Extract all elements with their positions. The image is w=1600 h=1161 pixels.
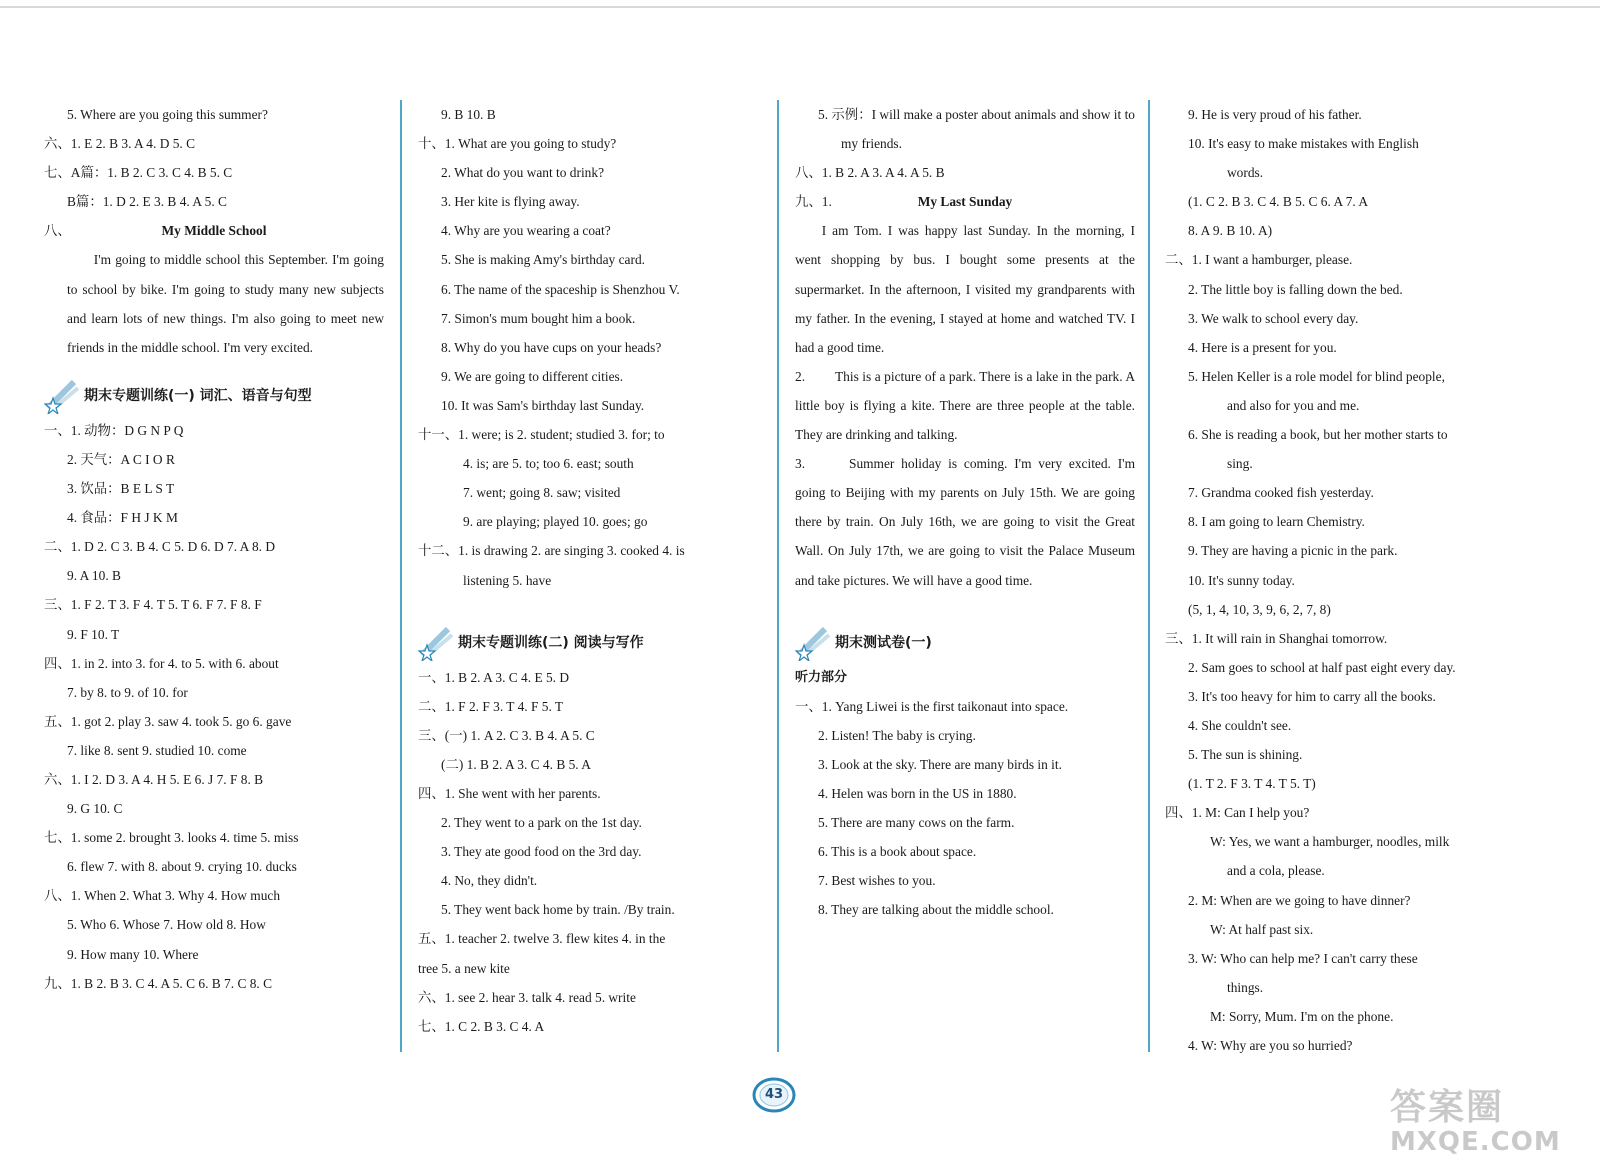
- answer-line: 5. She is making Amy's birthday card.: [441, 252, 645, 268]
- column-3: [795, 100, 1135, 1062]
- answer-line: 七、A篇：1. B 2. C 3. C 4. B 5. C: [44, 165, 233, 181]
- answer-line: 4. No, they didn't.: [441, 873, 538, 889]
- answer-line: 六、1. I 2. D 3. A 4. H 5. E 6. J 7. F 8. B: [44, 771, 264, 787]
- page-number-badge: [752, 1076, 796, 1114]
- section-heading-final-2: [418, 623, 758, 663]
- answer-line: 八、1. B 2. A 3. A 4. A 5. B: [795, 165, 945, 181]
- column-divider: [1148, 100, 1150, 1052]
- answer-line: 2. Sam goes to school at half past eight every day.: [1188, 659, 1456, 675]
- answer-line: 10. It's easy to make mistakes with English: [1188, 136, 1419, 152]
- column-divider: [777, 100, 779, 1052]
- answer-line: 2. The little boy is falling down the bed.: [1188, 281, 1403, 297]
- answer-line: 5. The sun is shining.: [1188, 747, 1303, 763]
- essay-title: My Last Sunday: [917, 194, 1013, 210]
- answer-line: 3. We walk to school every day.: [1188, 310, 1359, 326]
- answer-line: 4. Why are you wearing a coat?: [441, 223, 611, 239]
- answer-line: W: At half past six.: [1210, 921, 1314, 937]
- answer-line: 8. They are talking about the middle school.: [818, 902, 1054, 918]
- answer-line: 一、1. Yang Liwei is the first taikonaut into space.: [795, 698, 1069, 714]
- section-heading-final-test: [795, 623, 1135, 663]
- answer-line: 9. A 10. B: [67, 568, 121, 584]
- answer-line: B篇：1. D 2. E 3. B 4. A 5. C: [67, 194, 227, 210]
- answer-line: 9. How many 10. Where: [67, 946, 199, 962]
- essay-header: [795, 187, 1135, 216]
- answer-line: 3. It's too heavy for him to carry all the books.: [1188, 688, 1436, 704]
- answer-line: 7. Best wishes to you.: [818, 873, 936, 889]
- answer-line: 四、1. M: Can I help you?: [1165, 805, 1310, 821]
- answer-line: and also for you and me.: [1227, 397, 1360, 413]
- essay-body: I'm going to middle school this September. I'm going to school by bike. I'm going to study many new subjects and learn lots of new things. I'm also going to meet new friends in the middle school. I'm very excited.: [67, 252, 384, 355]
- answer-line: (1. T 2. F 3. T 4. T 5. T): [1188, 776, 1316, 792]
- col1-answers-b: [44, 416, 384, 998]
- column-2: [418, 100, 758, 1062]
- watermark-logo-text: 答案圈: [1390, 1087, 1505, 1128]
- answer-line: 3. 饮品：B E L S T: [67, 481, 175, 497]
- shooting-star-icon: [44, 378, 84, 414]
- section-title: 期末专题训练(一) 词汇、语音与句型: [84, 387, 312, 404]
- answer-line: 8. A 9. B 10. A): [1188, 223, 1273, 239]
- section-heading-final-1: [44, 376, 384, 416]
- answer-line: things.: [1227, 979, 1264, 995]
- essay-text: Summer holiday is coming. I'm very excited. I'm going to Beijing with my parents on July 15th. We are going there by train. On July 16th, we are going to visit the Great Wall. On July 17th, we are going to visit the Palace Museum and take pictures. We will have a good time.: [795, 456, 1135, 588]
- answer-line: 9. B 10. B: [441, 107, 496, 122]
- answer-line: 六、1. see 2. hear 3. talk 4. read 5. write: [418, 989, 636, 1005]
- essay-label: 3.: [795, 456, 806, 472]
- answer-line: 3. Look at the sky. There are many birds in it.: [818, 756, 1062, 772]
- answer-line: 四、1. in 2. into 3. for 4. to 5. with 6. about: [44, 655, 279, 671]
- answer-line: 七、1. some 2. brought 3. looks 4. time 5. miss: [44, 830, 299, 846]
- answer-line: 十一、1. were; is 2. student; studied 3. for; to: [418, 427, 665, 443]
- essay-text: This is a picture of a park. There is a lake in the park. A little boy is flying a kite. There are three people at the table. They are drinking and talking.: [795, 368, 1135, 443]
- answer-line: 3. They ate good food on the 3rd day.: [441, 844, 642, 860]
- shooting-star-icon: [418, 625, 458, 661]
- answer-line: W: Yes, we want a hamburger, noodles, milk: [1210, 834, 1450, 850]
- answer-line: 2. What do you want to drink?: [441, 165, 605, 181]
- answer-line: 9. are playing; played 10. goes; go: [463, 514, 648, 530]
- answer-line: 一、1. 动物：D G N P Q: [44, 422, 184, 438]
- essay-label: 九、1.: [795, 194, 832, 210]
- answer-line: 八、1. When 2. What 3. Why 4. How much: [44, 888, 281, 904]
- answer-line: tree 5. a new kite: [418, 960, 510, 976]
- column-divider: [400, 100, 402, 1052]
- answer-line: 4. Here is a present for you.: [1188, 339, 1337, 355]
- answer-line: 五、1. got 2. play 3. saw 4. took 5. go 6. gave: [44, 713, 292, 729]
- essay-label: 2.: [795, 368, 806, 384]
- answer-line: 4. W: Why are you so hurried?: [1188, 1038, 1353, 1053]
- answer-line: 二、1. D 2. C 3. B 4. C 5. D 6. D 7. A 8. D: [44, 539, 276, 555]
- essay-body: I am Tom. I was happy last Sunday. In the morning, I went shopping by bus. I bought some presents at the supermarket. In the afternoon, I visited my grandparents with my father. In the evening, I stayed at home and watched TV. I had a good time.: [795, 223, 1135, 355]
- answer-line: 三、1. It will rain in Shanghai tomorrow.: [1165, 630, 1388, 646]
- answer-line: 10. It was Sam's birthday last Sunday.: [441, 397, 645, 413]
- answer-line: 5. Helen Keller is a role model for blind people,: [1188, 368, 1445, 384]
- col1-answers-a: [44, 100, 384, 216]
- essay-label: 八、: [44, 223, 71, 239]
- essay-body: [795, 362, 1135, 449]
- answer-line: 2. They went to a park on the 1st day.: [441, 815, 642, 831]
- watermark-url: MXQE.COM: [1390, 1127, 1561, 1157]
- answer-line: 2. 天气：A C I O R: [67, 451, 175, 467]
- top-rule: [0, 6, 1600, 8]
- shooting-star-icon: [795, 625, 835, 661]
- listening-label: 听力部分: [795, 669, 848, 685]
- answer-line: 8. I am going to learn Chemistry.: [1188, 514, 1365, 530]
- watermark: [1390, 1088, 1590, 1158]
- answer-line: and a cola, please.: [1227, 863, 1325, 879]
- answer-line: 9. G 10. C: [67, 801, 123, 817]
- answer-line: 5. Where are you going this summer?: [67, 107, 268, 122]
- answer-line: (5, 1, 4, 10, 3, 9, 6, 2, 7, 8): [1188, 601, 1331, 617]
- answer-line: 2. M: When are we going to have dinner?: [1188, 892, 1411, 908]
- answer-line: 五、1. teacher 2. twelve 3. flew kites 4. in the: [418, 931, 666, 947]
- answer-line: 4. She couldn't see.: [1188, 717, 1292, 733]
- answer-line: 十、1. What are you going to study?: [418, 136, 617, 152]
- section-title: 期末专题训练(二) 阅读与写作: [458, 634, 644, 651]
- section-title: 期末测试卷(一): [835, 634, 932, 651]
- answer-line: 4. Helen was born in the US in 1880.: [818, 785, 1017, 801]
- answer-line: 七、1. C 2. B 3. C 4. A: [418, 1018, 545, 1034]
- answer-line: 2. Listen! The baby is crying.: [818, 727, 976, 743]
- answer-line: 6. This is a book about space.: [818, 844, 977, 860]
- essay-body: [795, 449, 1135, 594]
- answer-line: 5. Who 6. Whose 7. How old 8. How: [67, 917, 266, 933]
- column-4: [1165, 100, 1515, 1062]
- col4-answers: [1165, 100, 1515, 1060]
- column-1: [44, 100, 384, 1062]
- essay-title: My Middle School: [161, 223, 267, 239]
- answer-line: 一、1. B 2. A 3. C 4. E 5. D: [418, 669, 570, 685]
- answer-line: words.: [1227, 165, 1264, 181]
- col2-answers-b: [418, 663, 758, 1041]
- writing-sample: 5. 示例：I will make a poster about animals and show it to my friends.: [818, 107, 1135, 152]
- answer-line: 十二、1. is drawing 2. are singing 3. cooked 4. is: [418, 543, 685, 559]
- answer-line: 8. Why do you have cups on your heads?: [441, 339, 662, 355]
- answer-line: (1. C 2. B 3. C 4. B 5. C 6. A 7. A: [1188, 194, 1369, 210]
- answer-line: (二) 1. B 2. A 3. C 4. B 5. A: [441, 756, 591, 772]
- answer-line: M: Sorry, Mum. I'm on the phone.: [1210, 1008, 1394, 1024]
- answer-line: 4. 食品：F H J K M: [67, 510, 178, 526]
- answer-line: 6. flew 7. with 8. about 9. crying 10. ducks: [67, 859, 297, 875]
- answer-line: 7. like 8. sent 9. studied 10. come: [67, 742, 247, 758]
- col3-answers-b: [795, 692, 1135, 925]
- answer-line: 二、1. F 2. F 3. T 4. F 5. T: [418, 698, 564, 714]
- answer-line: 三、(一) 1. A 2. C 3. B 4. A 5. C: [418, 727, 595, 743]
- answer-line: 3. W: Who can help me? I can't carry these: [1188, 950, 1418, 966]
- answer-line: 九、1. B 2. B 3. C 4. A 5. C 6. B 7. C 8. C: [44, 975, 273, 991]
- col2-answers-a: [418, 100, 758, 595]
- page-number: 43: [764, 1087, 784, 1102]
- answer-line: 二、1. I want a hamburger, please.: [1165, 252, 1353, 268]
- answer-line: 四、1. She went with her parents.: [418, 785, 601, 801]
- answer-line: 9. They are having a picnic in the park.: [1188, 543, 1398, 559]
- answer-line: 7. Simon's mum bought him a book.: [441, 310, 636, 326]
- answer-line: 5. There are many cows on the farm.: [818, 815, 1015, 831]
- answer-line: 六、1. E 2. B 3. A 4. D 5. C: [44, 136, 196, 152]
- answer-line: 9. F 10. T: [67, 626, 120, 642]
- answer-line: 三、1. F 2. T 3. F 4. T 5. T 6. F 7. F 8. F: [44, 597, 262, 613]
- answer-line: 6. She is reading a book, but her mother starts to: [1188, 427, 1448, 443]
- answer-line: 9. He is very proud of his father.: [1188, 107, 1362, 122]
- answer-line: 5. They went back home by train. /By train.: [441, 902, 675, 918]
- essay-header: [44, 216, 384, 245]
- answer-line: 4. is; are 5. to; too 6. east; south: [463, 456, 634, 472]
- answer-line: sing.: [1227, 456, 1253, 472]
- answer-line: listening 5. have: [463, 572, 552, 588]
- answer-line: 7. by 8. to 9. of 10. for: [67, 684, 188, 700]
- answer-line: 7. Grandma cooked fish yesterday.: [1188, 485, 1374, 501]
- answer-line: 10. It's sunny today.: [1188, 572, 1295, 588]
- answer-line: 6. The name of the spaceship is Shenzhou V.: [441, 281, 680, 297]
- answer-line: 3. Her kite is flying away.: [441, 194, 580, 210]
- answer-line: 7. went; going 8. saw; visited: [463, 485, 621, 501]
- answer-line: 9. We are going to different cities.: [441, 368, 624, 384]
